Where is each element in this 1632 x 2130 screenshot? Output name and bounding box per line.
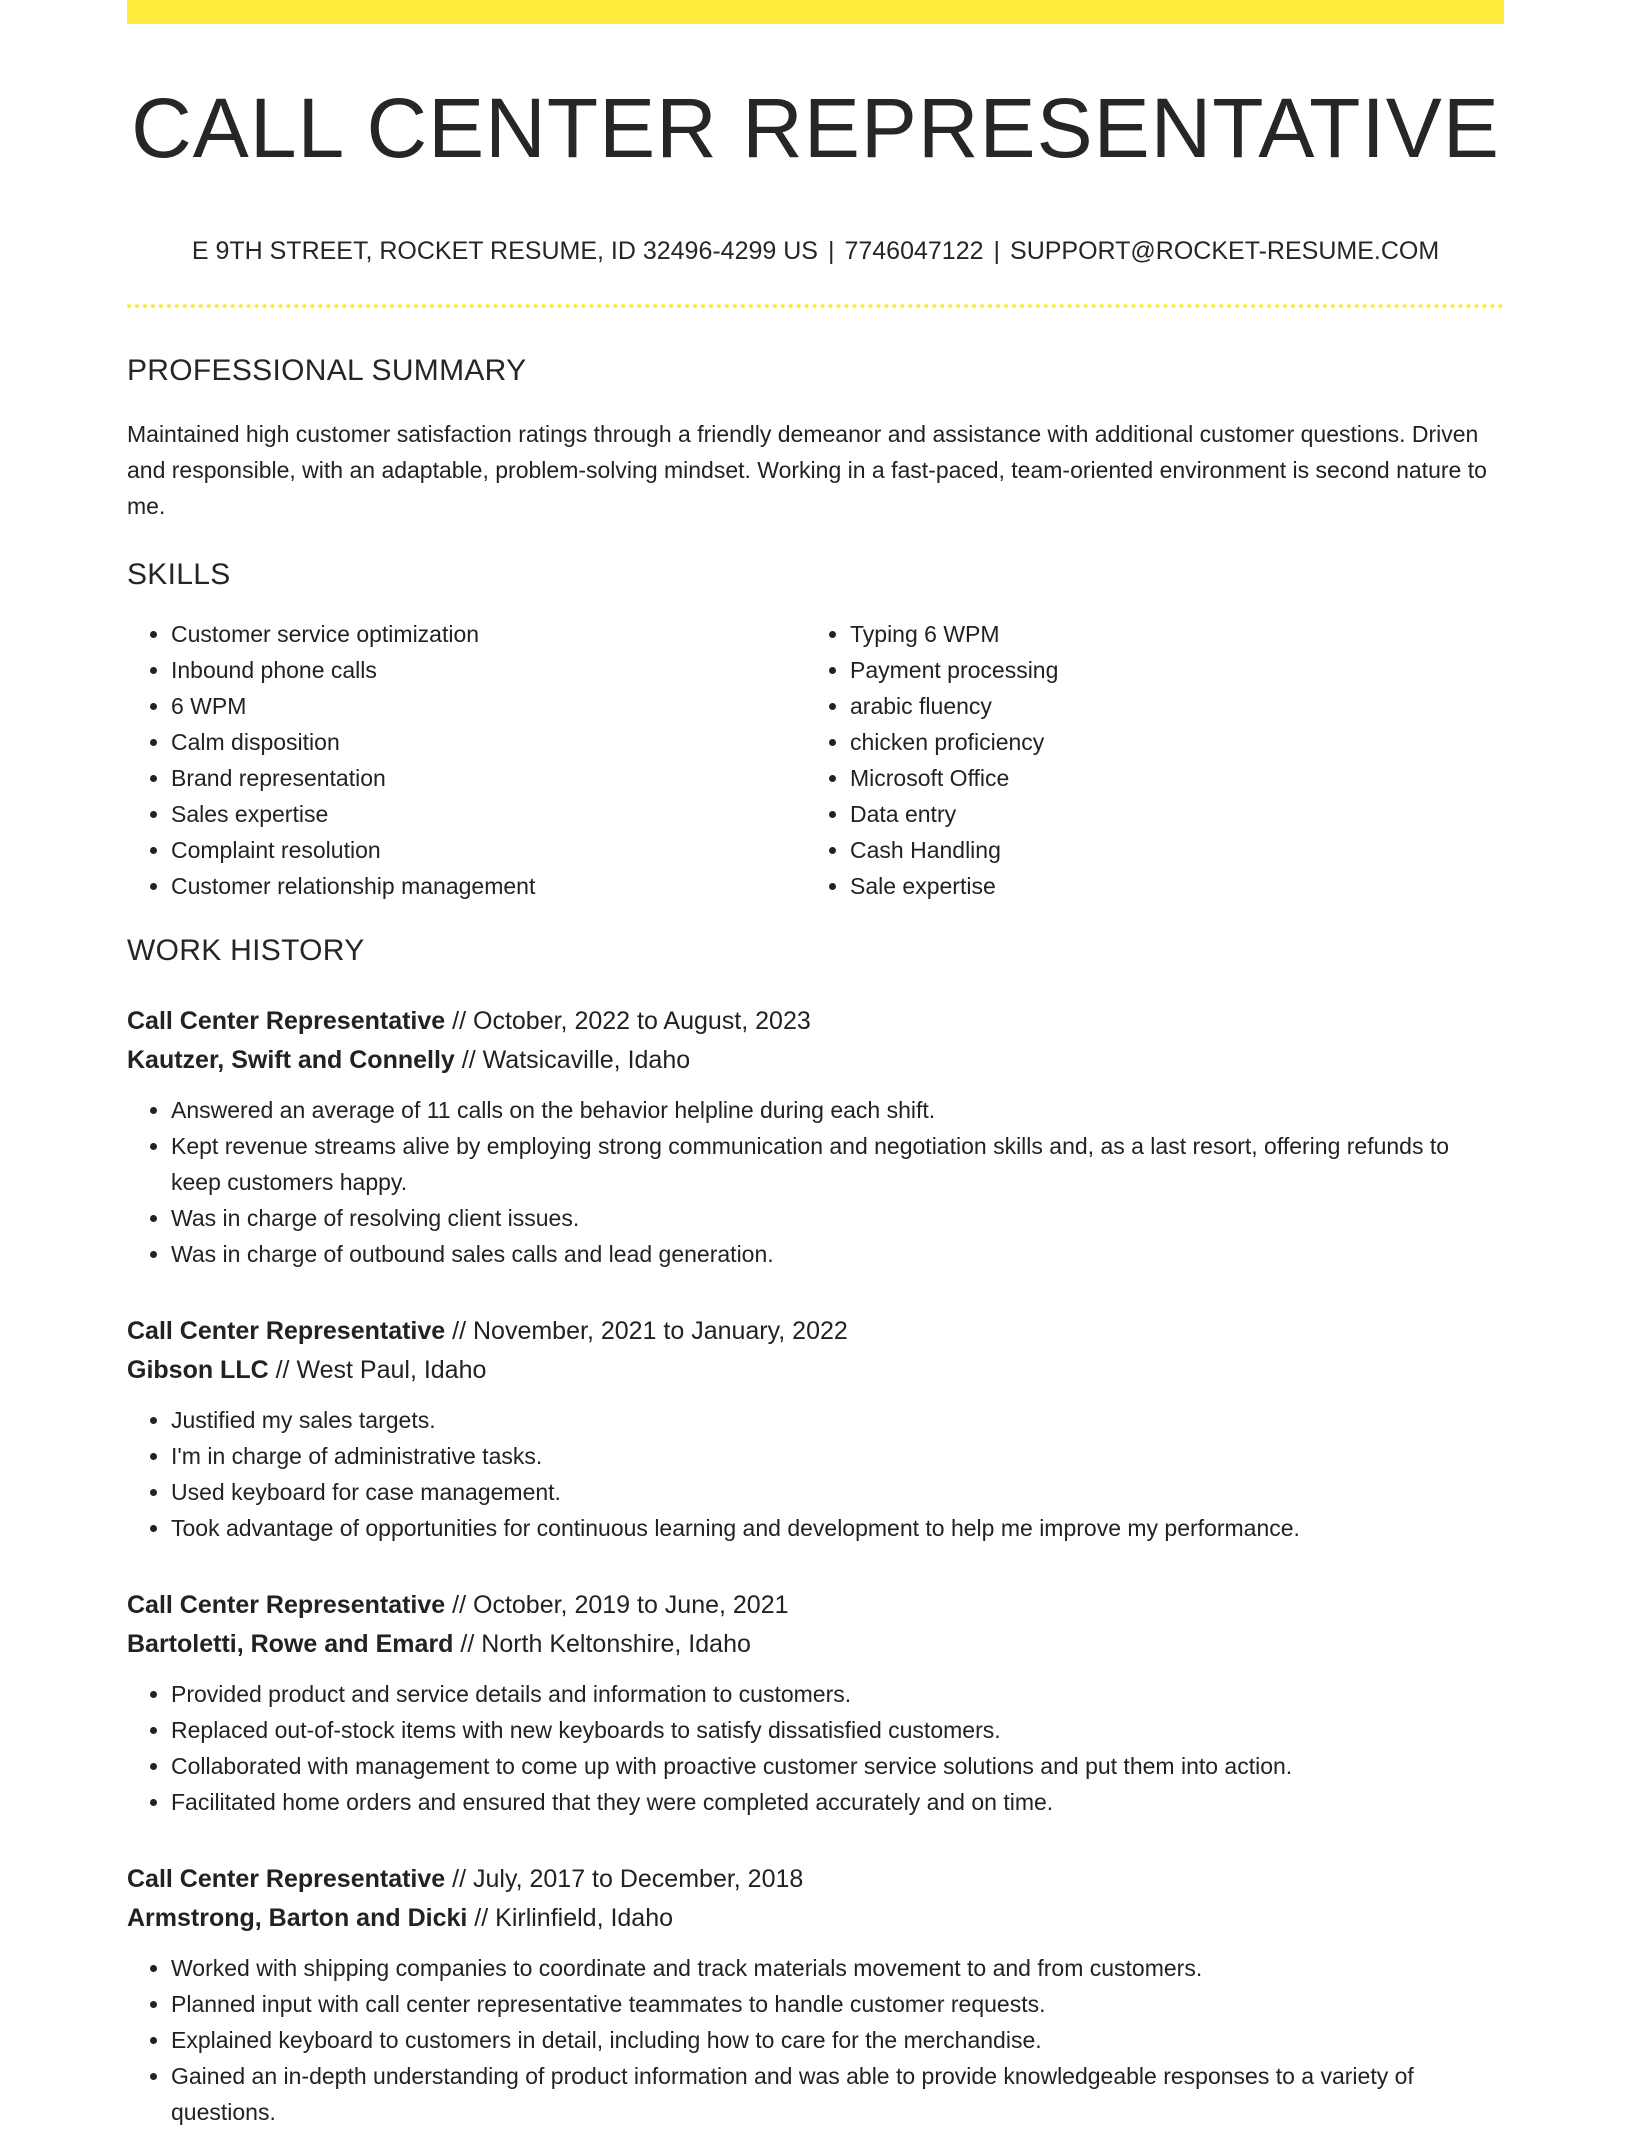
job-title-line [127,1312,1504,1351]
job-bullet: • Gained an in-depth understanding of product information and was able to provide knowledgeable responses to a variety of questions. [171,2058,1504,2130]
job-company-line [127,1899,1504,1938]
contact-separator: | [993,237,1001,265]
job-bullets [127,1402,1504,1546]
job-bullet: • Was in charge of resolving client issues. [171,1200,1504,1236]
job-bullet: • Used keyboard for case management. [171,1474,1504,1510]
skill-item: • Typing 6 WPM [850,616,1485,652]
job-bullet: • Took advantage of opportunities for continuous learning and development to help me improve my performance. [171,1510,1504,1546]
skills-list-left [127,616,806,904]
job-separator: // [461,1046,476,1074]
job-separator: // [460,1630,475,1658]
contact-email: SUPPORT@ROCKET-RESUME.COM [1010,237,1440,265]
contact-phone: 7746047122 [844,237,984,265]
job-company: Bartoletti, Rowe and Emard [127,1630,454,1658]
skill-item: • Payment processing [850,652,1485,688]
job-title-line [127,1860,1504,1899]
job-bullet: • Facilitated home orders and ensured that they were completed accurately and on time. [171,1784,1504,1820]
skill-item: • Calm disposition [171,724,806,760]
job-company-line [127,1041,1504,1080]
job-company: Kautzer, Swift and Connelly [127,1046,455,1074]
job-location: Watsicaville, Idaho [482,1046,691,1074]
skills-columns [127,616,1504,904]
skill-item: • Data entry [850,796,1485,832]
work-history-list [127,1002,1504,2130]
job-separator: // [452,1865,467,1893]
job-entry [127,1002,1504,1272]
job-bullet: • Collaborated with management to come up with proactive customer service solutions and put them into action. [171,1748,1504,1784]
summary-heading: PROFESSIONAL SUMMARY [127,354,527,387]
job-dates: October, 2019 to June, 2021 [473,1591,789,1619]
job-title: Call Center Representative [127,1591,446,1619]
accent-top-bar [127,0,1504,24]
skills-list-right [806,616,1485,904]
job-company: Gibson LLC [127,1356,269,1384]
job-title-line [127,1586,1504,1625]
skill-item: • Microsoft Office [850,760,1485,796]
job-bullet: • Provided product and service details and information to customers. [171,1676,1504,1712]
skill-item: • arabic fluency [850,688,1485,724]
dotted-divider [127,304,1504,308]
job-bullet: • Was in charge of outbound sales calls and lead generation. [171,1236,1504,1272]
skill-item: • Brand representation [171,760,806,796]
job-company-line [127,1351,1504,1390]
job-separator: // [474,1904,489,1932]
job-title: Call Center Representative [127,1007,446,1035]
skill-item: • chicken proficiency [850,724,1485,760]
job-separator: // [452,1591,467,1619]
job-location: West Paul, Idaho [296,1356,487,1384]
skill-item: • Inbound phone calls [171,652,806,688]
contact-separator: | [827,237,835,265]
job-bullets [127,1950,1504,2130]
job-bullet: • Answered an average of 11 calls on the behavior helpline during each shift. [171,1092,1504,1128]
job-bullet: • Planned input with call center representative teammates to handle customer requests. [171,1986,1504,2022]
skill-item: • Cash Handling [850,832,1485,868]
skill-item: • Sale expertise [850,868,1485,904]
resume-title: CALL CENTER REPRESENTATIVE [131,81,1500,175]
job-entry [127,1860,1504,2130]
skill-item: • Sales expertise [171,796,806,832]
job-company: Armstrong, Barton and Dicki [127,1904,468,1932]
skills-heading: SKILLS [127,558,231,591]
job-separator: // [452,1007,467,1035]
contact-address: E 9TH STREET, ROCKET RESUME, ID 32496-4299 US [191,237,818,265]
job-title: Call Center Representative [127,1317,446,1345]
job-bullet: • I'm in charge of administrative tasks. [171,1438,1504,1474]
job-entry [127,1312,1504,1546]
job-company-line [127,1625,1504,1664]
contact-line [127,236,1504,266]
job-separator: // [452,1317,467,1345]
job-bullet: • Explained keyboard to customers in detail, including how to care for the merchandise. [171,2022,1504,2058]
skill-item: • 6 WPM [171,688,806,724]
job-bullet: • Replaced out-of-stock items with new keyboards to satisfy dissatisfied customers. [171,1712,1504,1748]
skill-item: • Customer relationship management [171,868,806,904]
job-location: Kirlinfield, Idaho [495,1904,674,1932]
job-bullets [127,1676,1504,1820]
job-location: North Keltonshire, Idaho [481,1630,751,1658]
skill-item: • Customer service optimization [171,616,806,652]
resume-page [127,0,1504,2130]
job-title-line [127,1002,1504,1041]
job-entry [127,1586,1504,1820]
job-bullet: • Worked with shipping companies to coordinate and track materials movement to and from customers. [171,1950,1504,1986]
job-bullets [127,1092,1504,1272]
work-history-heading: WORK HISTORY [127,934,365,967]
job-bullet: • Kept revenue streams alive by employing strong communication and negotiation skills and, as a last resort, offering refunds to keep customers happy. [171,1128,1504,1200]
job-dates: July, 2017 to December, 2018 [473,1865,804,1893]
job-dates: November, 2021 to January, 2022 [473,1317,848,1345]
job-bullet: • Justified my sales targets. [171,1402,1504,1438]
job-separator: // [275,1356,290,1384]
job-dates: October, 2022 to August, 2023 [473,1007,811,1035]
job-title: Call Center Representative [127,1865,446,1893]
skill-item: • Complaint resolution [171,832,806,868]
summary-text: Maintained high customer satisfaction ratings through a friendly demeanor and assistance with additional customer questions. Driven and responsible, with an adaptable, problem-solving mindset. Working in a fast-paced, team-oriented environment is second nature to me. [127,421,1487,519]
